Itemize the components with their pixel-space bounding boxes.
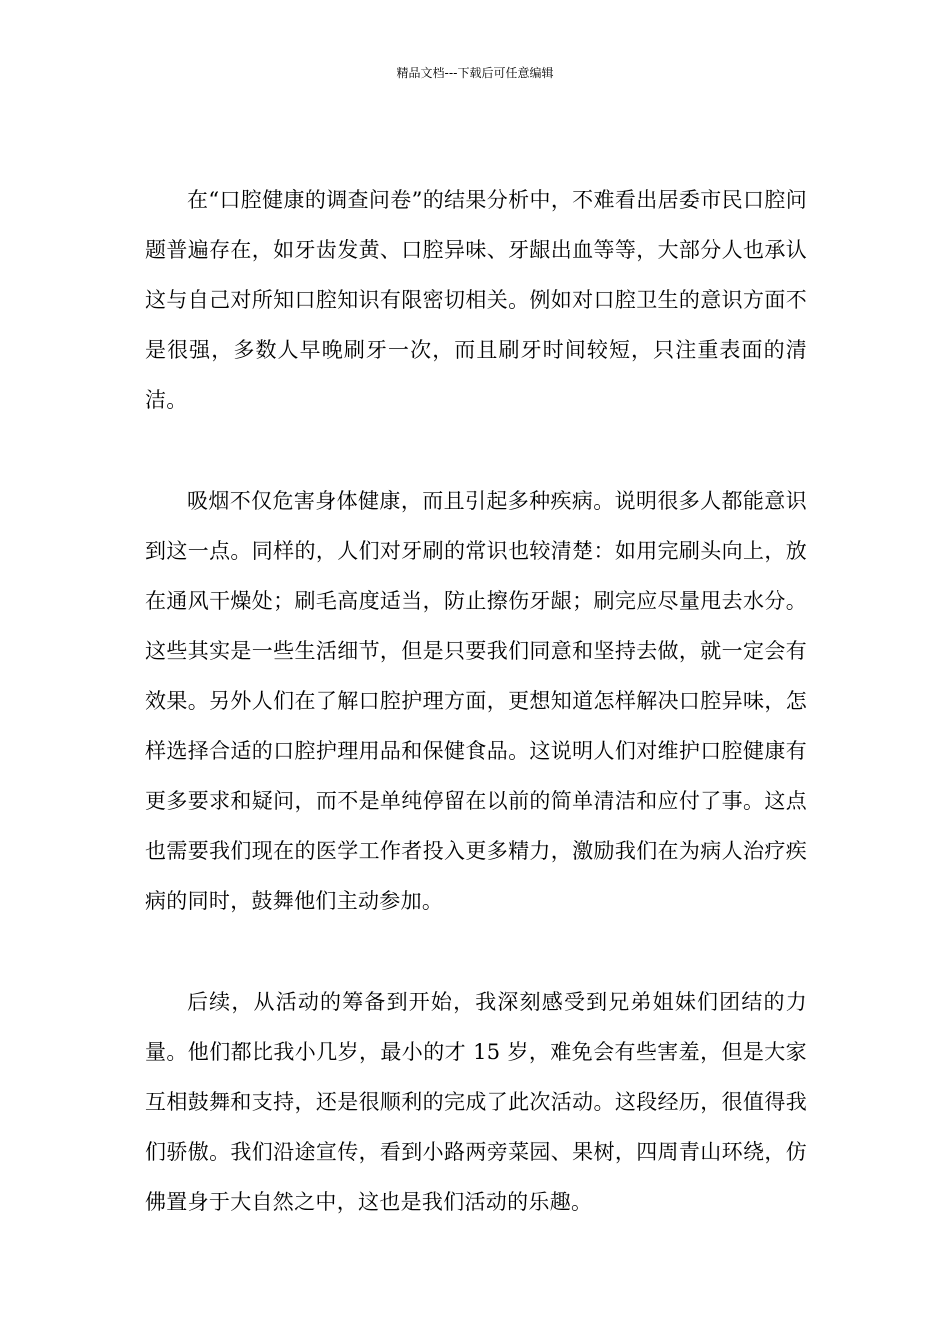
page-header: 精品文档---下载后可任意编辑 [396, 66, 554, 80]
paragraph-oral-survey: 在“口腔健康的调查问卷”的结果分析中，不难看出居委市民口腔问题普遍存在，如牙齿发黄、口腔异味、牙龈出血等等，大部分人也承认这与自己对所知口腔知识有限密切相关。例如对口腔卫生的意识方面不是很强，多数人早晚刷牙一次，而且刷牙时间较短，只注重表面的清洁。 [145, 188, 807, 412]
paragraph-activity-followup: 后续，从活动的筹备到开始，我深刻感受到兄弟姐妹们团结的力量。他们都比我小几岁，最小的才 15 岁，难免会有些害羞，但是大家互相鼓舞和支持，还是很顺利的完成了此次活动。这段经历，很值得我们骄傲。我们沿途宣传，看到小路两旁菜园、果树，四周青山环绕，仿佛置身于大自然之中，这也是我们活动的乐趣。 [145, 990, 807, 1214]
paragraph-smoking-toothbrush: 吸烟不仅危害身体健康，而且引起多种疾病。说明很多人都能意识到这一点。同样的，人们对牙刷的常识也较清楚：如用完刷头向上，放在通风干燥处；刷毛高度适当，防止擦伤牙龈；刷完应尽量甩去水分。这些其实是一些生活细节，但是只要我们同意和坚持去做，就一定会有效果。另外人们在了解口腔护理方面，更想知道怎样解决口腔异味，怎样选择合适的口腔护理用品和保健食品。这说明人们对维护口腔健康有更多要求和疑问，而不是单纯停留在以前的简单清洁和应付了事。这点也需要我们现在的医学工作者投入更多精力，激励我们在为病人治疗疾病的同时，鼓舞他们主动参加。 [145, 489, 807, 913]
